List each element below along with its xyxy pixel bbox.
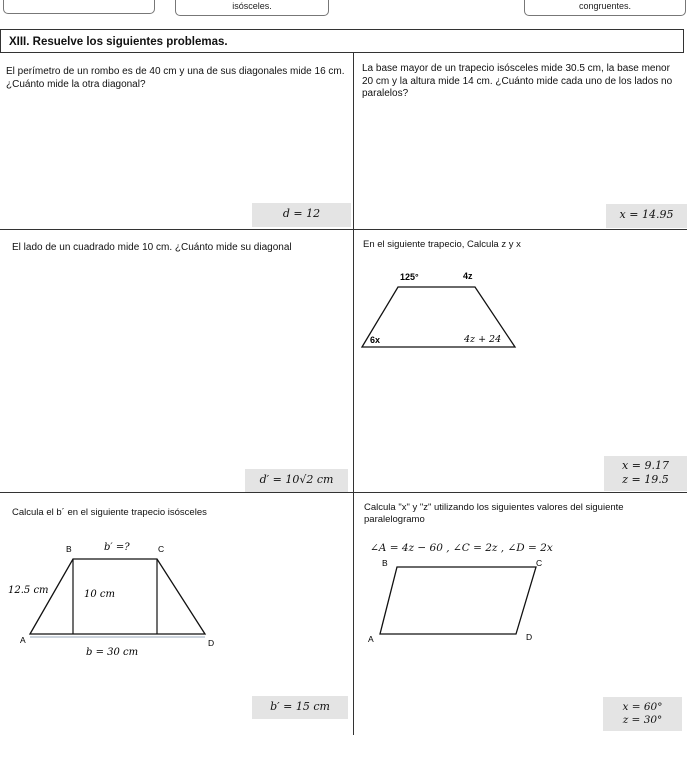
para-vertex-C: C — [536, 558, 543, 568]
vertex-C-label: C — [158, 544, 165, 554]
problem-4-answer-z: z = 19.5 — [622, 473, 669, 486]
vertex-D-label: D — [208, 638, 215, 648]
trapezoid-6x-label: 6x — [370, 335, 381, 345]
problem-4-text: En el siguiente trapecio, Calcula z y x — [363, 239, 521, 250]
problem-6-answer-z: z = 30° — [622, 714, 663, 726]
vertex-B-label: B — [66, 544, 72, 554]
isosceles-trapezoid-figure — [0, 538, 230, 663]
row-divider-2 — [0, 492, 687, 493]
section-title: XIII. Resuelve los siguientes problemas. — [0, 29, 684, 53]
problem-6-given: ∠A = 4z − 60 , ∠C = 2z , ∠D = 2x — [370, 542, 553, 554]
side-length-label: 12.5 cm — [8, 585, 49, 596]
vertical-divider — [353, 53, 354, 735]
parallelogram-shape — [380, 567, 536, 634]
problem-2-text: La base mayor de un trapecio isósceles mide 30.5 cm, la base menor 20 cm y la altura mide 14 cm. ¿Cuánto mide cada uno de los lados no paralelos? — [362, 63, 673, 99]
problem-3-text: El lado de un cuadrado mide 10 cm. ¿Cuánto mide su diagonal — [12, 242, 292, 253]
problem-1-answer: d = 12 — [252, 203, 351, 227]
problem-6-answer-x: x = 60° — [622, 701, 663, 713]
top-left-blank-box — [3, 0, 155, 14]
problem-4-answer-box — [604, 456, 687, 491]
trapezoid-4z24-label: 4z + 24 — [464, 334, 502, 345]
problem-4-answer-x: x = 9.17 — [622, 459, 669, 472]
height-label: 10 cm — [84, 589, 115, 600]
top-label-isosceles: isósceles. — [175, 0, 329, 16]
problem-5-text: Calcula el b´ en el siguiente trapecio isósceles — [12, 507, 207, 518]
para-vertex-B: B — [382, 558, 388, 568]
para-vertex-D: D — [526, 632, 533, 642]
problem-6-text: Calcula "x" y "z" utilizando los siguientes valores del siguiente paralelogramo — [364, 502, 624, 525]
trapezoid-angle-label: 125° — [400, 272, 419, 282]
vertex-A-label: A — [20, 635, 26, 645]
base-label: b = 30 cm — [86, 647, 139, 658]
row-divider-1 — [0, 229, 687, 230]
trapezoid-figure — [360, 260, 520, 352]
isosceles-trapezoid-shape — [30, 559, 205, 634]
problem-5-answer: b′ = 15 cm — [252, 696, 348, 719]
problem-3-answer: d′ = 10√2 cm — [245, 469, 348, 492]
para-vertex-A: A — [368, 634, 374, 644]
b-prime-label: b′ =? — [104, 542, 130, 553]
parallelogram-figure — [360, 556, 550, 648]
problem-1-text: El perímetro de un rombo es de 40 cm y una de sus diagonales mide 16 cm. ¿Cuánto mide la otra diagonal? — [6, 66, 345, 90]
top-label-congruentes: congruentes. — [524, 0, 686, 16]
trapezoid-4z-label: 4z — [463, 271, 473, 281]
problem-6-answer-box — [603, 697, 682, 731]
problem-2-answer: x = 14.95 — [606, 204, 687, 228]
